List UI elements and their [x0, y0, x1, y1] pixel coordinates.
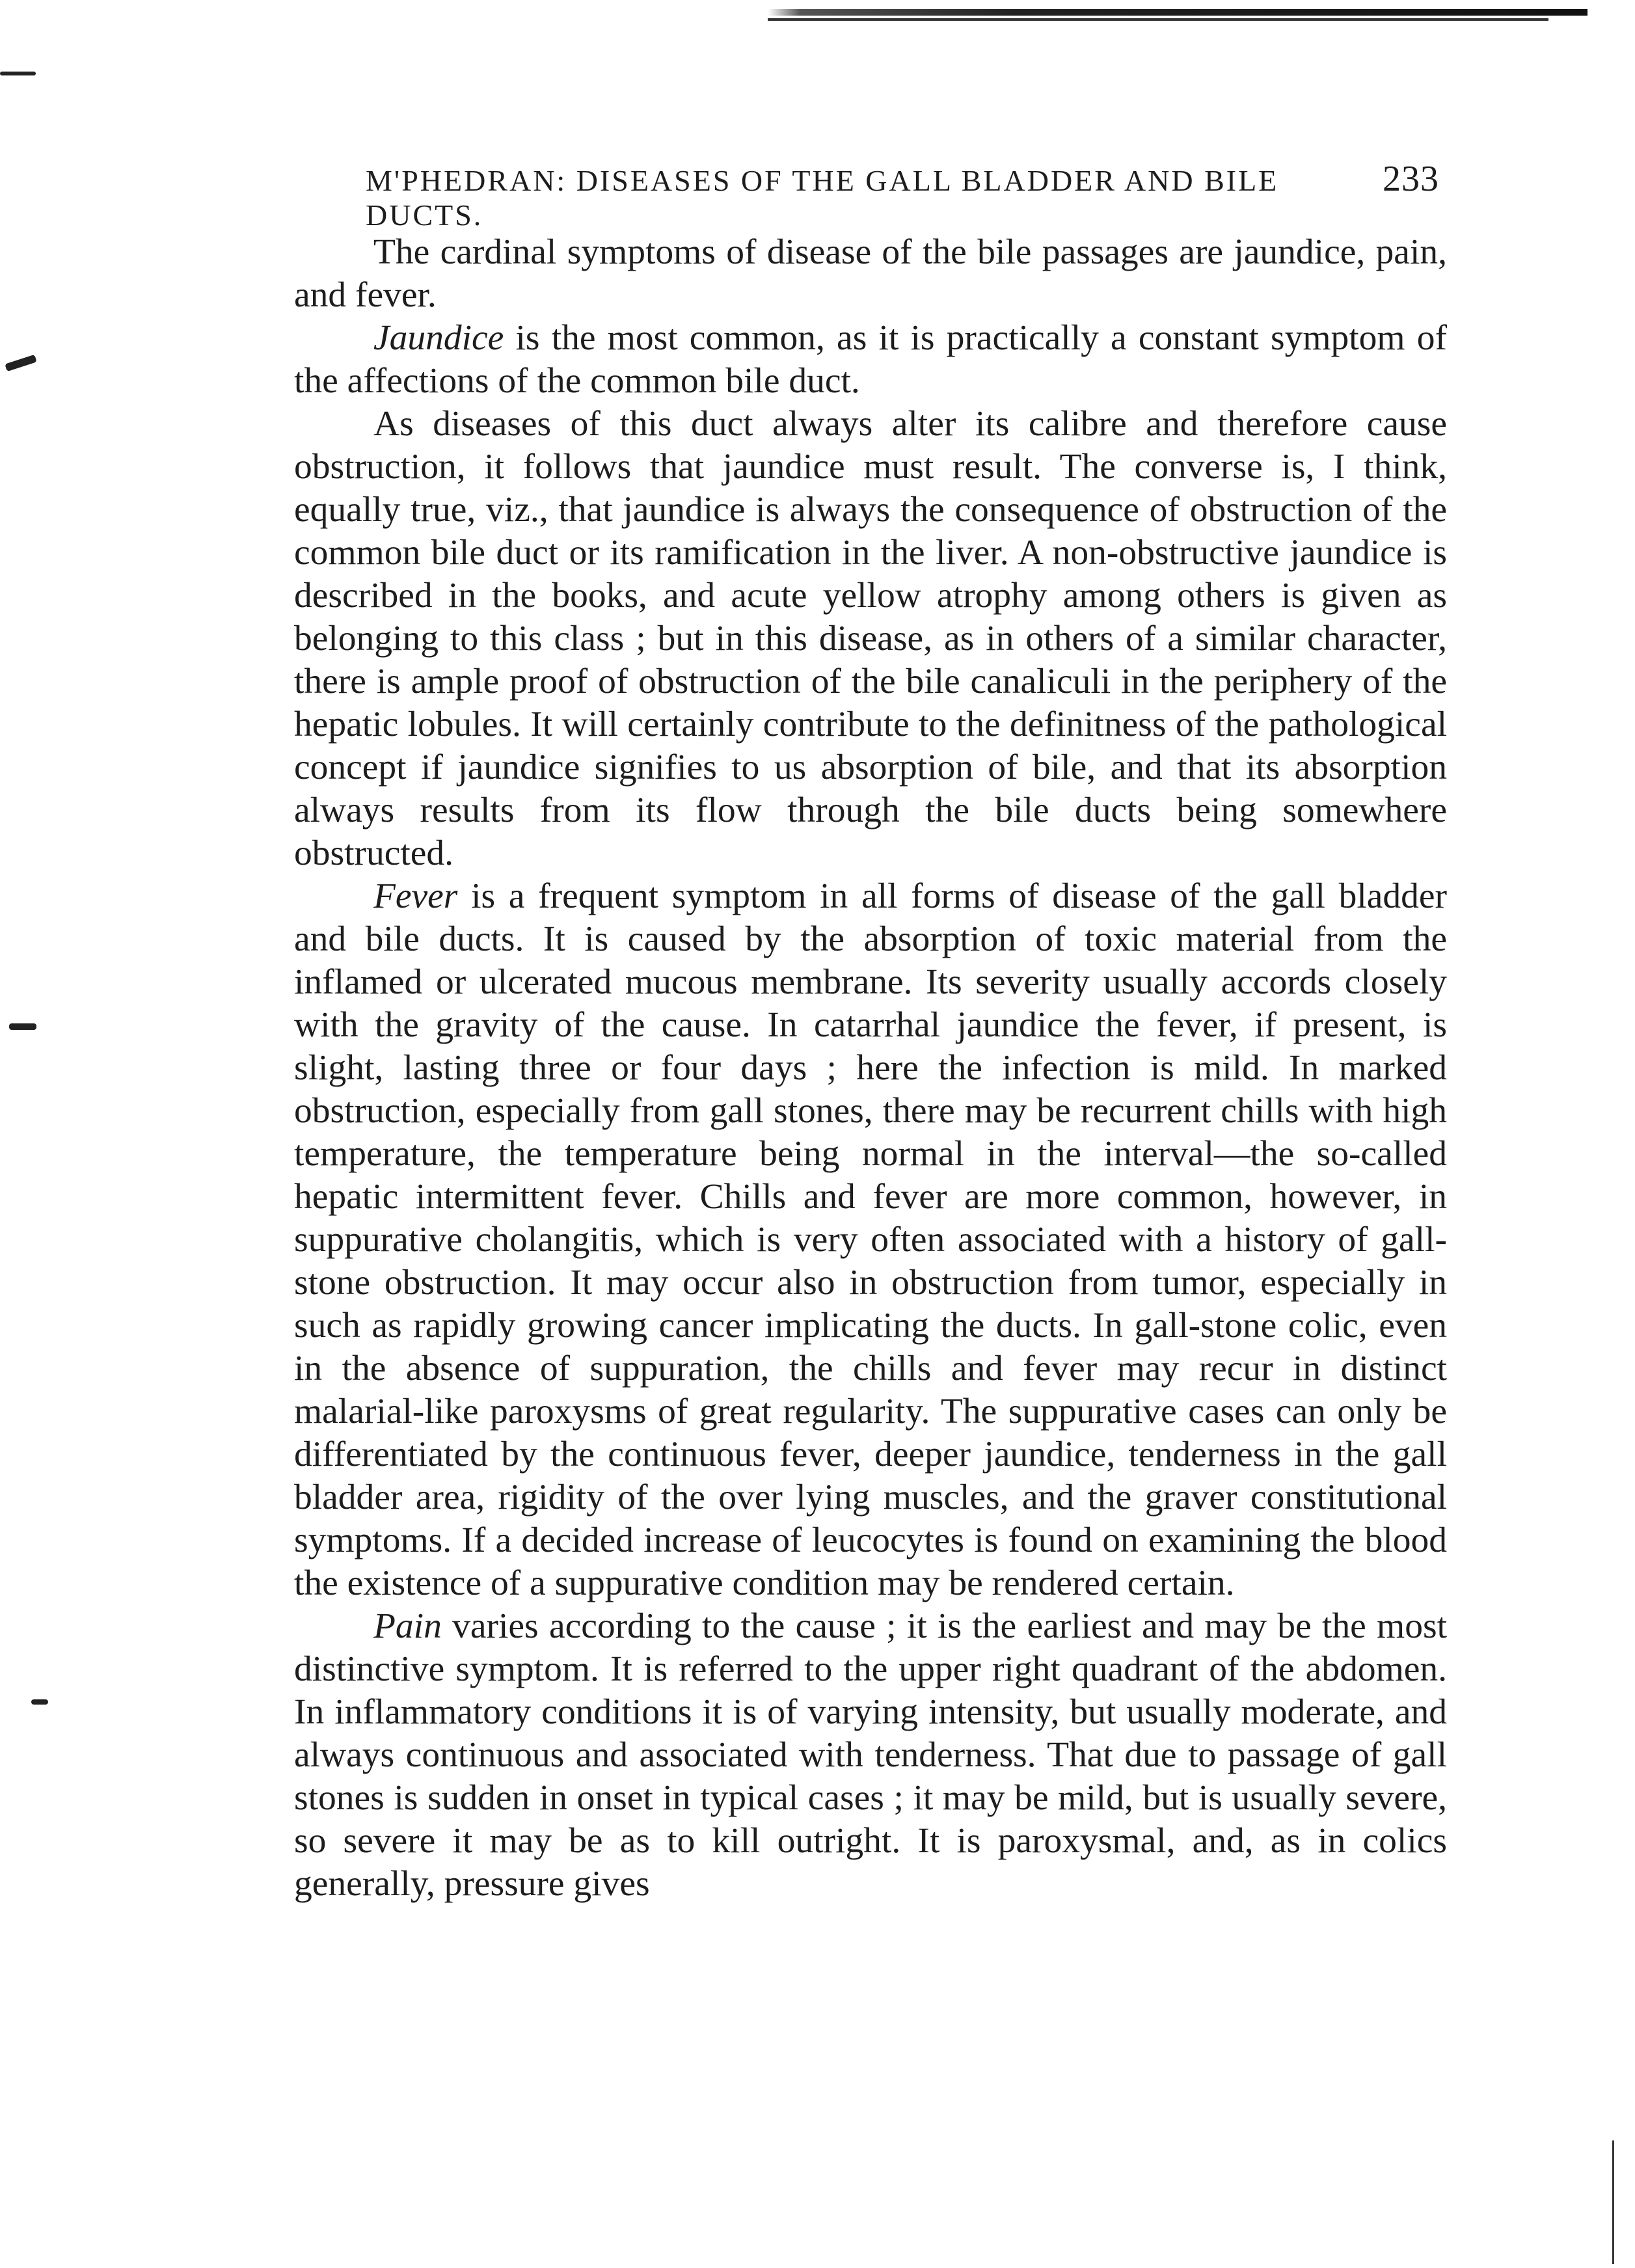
running-title: M'PHEDRAN: DISEASES OF THE GALL BLADDER AND BILE DUCTS.: [366, 164, 1279, 232]
paragraph-pain-text: varies according to the cause ; it is the earliest and may be the most distinctive symptom. It is referred to the upper right quadrant of the abdomen. In inflammatory conditions it is of varying intensity, but usually moderate, and always continuous and associated with tenderness. That due to passage of gall stones is sudden in onset in typical cases ; it may be mild, but is usually severe, so severe it may be as to kill outright. It is paroxysmal, and, as in colics generally, pressure gives: [294, 1606, 1447, 1904]
running-head: [366, 158, 1439, 232]
paragraph-fever-text: is a frequent symptom in all forms of disease of the gall bladder and bile ducts. It is caused by the absorption of toxic material from the inflamed or ulcerated mucous membrane. Its severity usually accords closely with the gravity of the cause. In catarrhal jaundice the fever, if present, is slight, lasting three or four days ; here the infection is mild. In marked obstruction, especially from gall stones, there may be recurrent chills with high temperature, the temperature being normal in the interval—the so-called hepatic intermittent fever. Chills and fever are more common, however, in suppurative cholangitis, which is very often associated with a history of gall-stone obstruction. It may occur also in obstruction from tumor, especially in such as rapidly growing cancer implicating the ducts. In gall-stone colic, even in the absence of suppuration, the chills and fever may recur in distinct malarial-like paroxysms of great regularity. The suppurative cases can only be differentiated by the continuous fever, deeper jaundice, tenderness in the gall bladder area, rigidity of the over lying muscles, and the graver constitutional symptoms. If a decided increase of leucocytes is found on examining the blood the existence of a suppurative condition may be rendered certain.: [294, 876, 1447, 1603]
margin-mark-2: [5, 355, 36, 371]
body-text: [294, 231, 1447, 1906]
paragraph-intro: [294, 231, 1447, 317]
right-edge-mark: [1612, 2140, 1614, 2264]
top-scan-rule: [768, 9, 1588, 16]
paragraph-obstruction-text: As diseases of this duct always alter its calibre and therefore cause obstruction, it follows that jaundice must result. The converse is, I think, equally true, viz., that jaundice is always the consequence of obstruction of the common bile duct or its ramification in the liver. A non-obstructive jaundice is described in the books, and acute yellow atrophy among others is given as belonging to this class ; but in this disease, as in others of a similar character, there is ample proof of obstruction of the bile canaliculi in the periphery of the hepatic lobules. It will certainly contribute to the definitness of the pathological concept if jaundice signifies to us absorption of bile, and that its absorption always results from its flow through the bile ducts being somewhere obstructed.: [294, 404, 1447, 873]
margin-mark-4: [31, 1699, 48, 1705]
top-scan-rule-thin: [768, 18, 1548, 21]
margin-mark-1: [0, 72, 36, 75]
paragraph-jaundice: [294, 317, 1447, 403]
term-jaundice: Jaundice: [373, 318, 504, 358]
paragraph-fever: [294, 875, 1447, 1605]
term-fever: Fever: [373, 876, 458, 916]
paragraph-jaundice-text: is the most common, as it is practically a constant symptom of the affections of the common bile duct.: [294, 318, 1447, 401]
paragraph-pain: [294, 1605, 1447, 1906]
paragraph-obstruction: [294, 403, 1447, 875]
paragraph-intro-text: The cardinal symptoms of disease of the bile passages are jaundice, pain, and fever.: [294, 232, 1447, 315]
margin-mark-3: [9, 1023, 36, 1030]
term-pain: Pain: [373, 1606, 442, 1646]
page-number: 233: [1383, 159, 1439, 199]
